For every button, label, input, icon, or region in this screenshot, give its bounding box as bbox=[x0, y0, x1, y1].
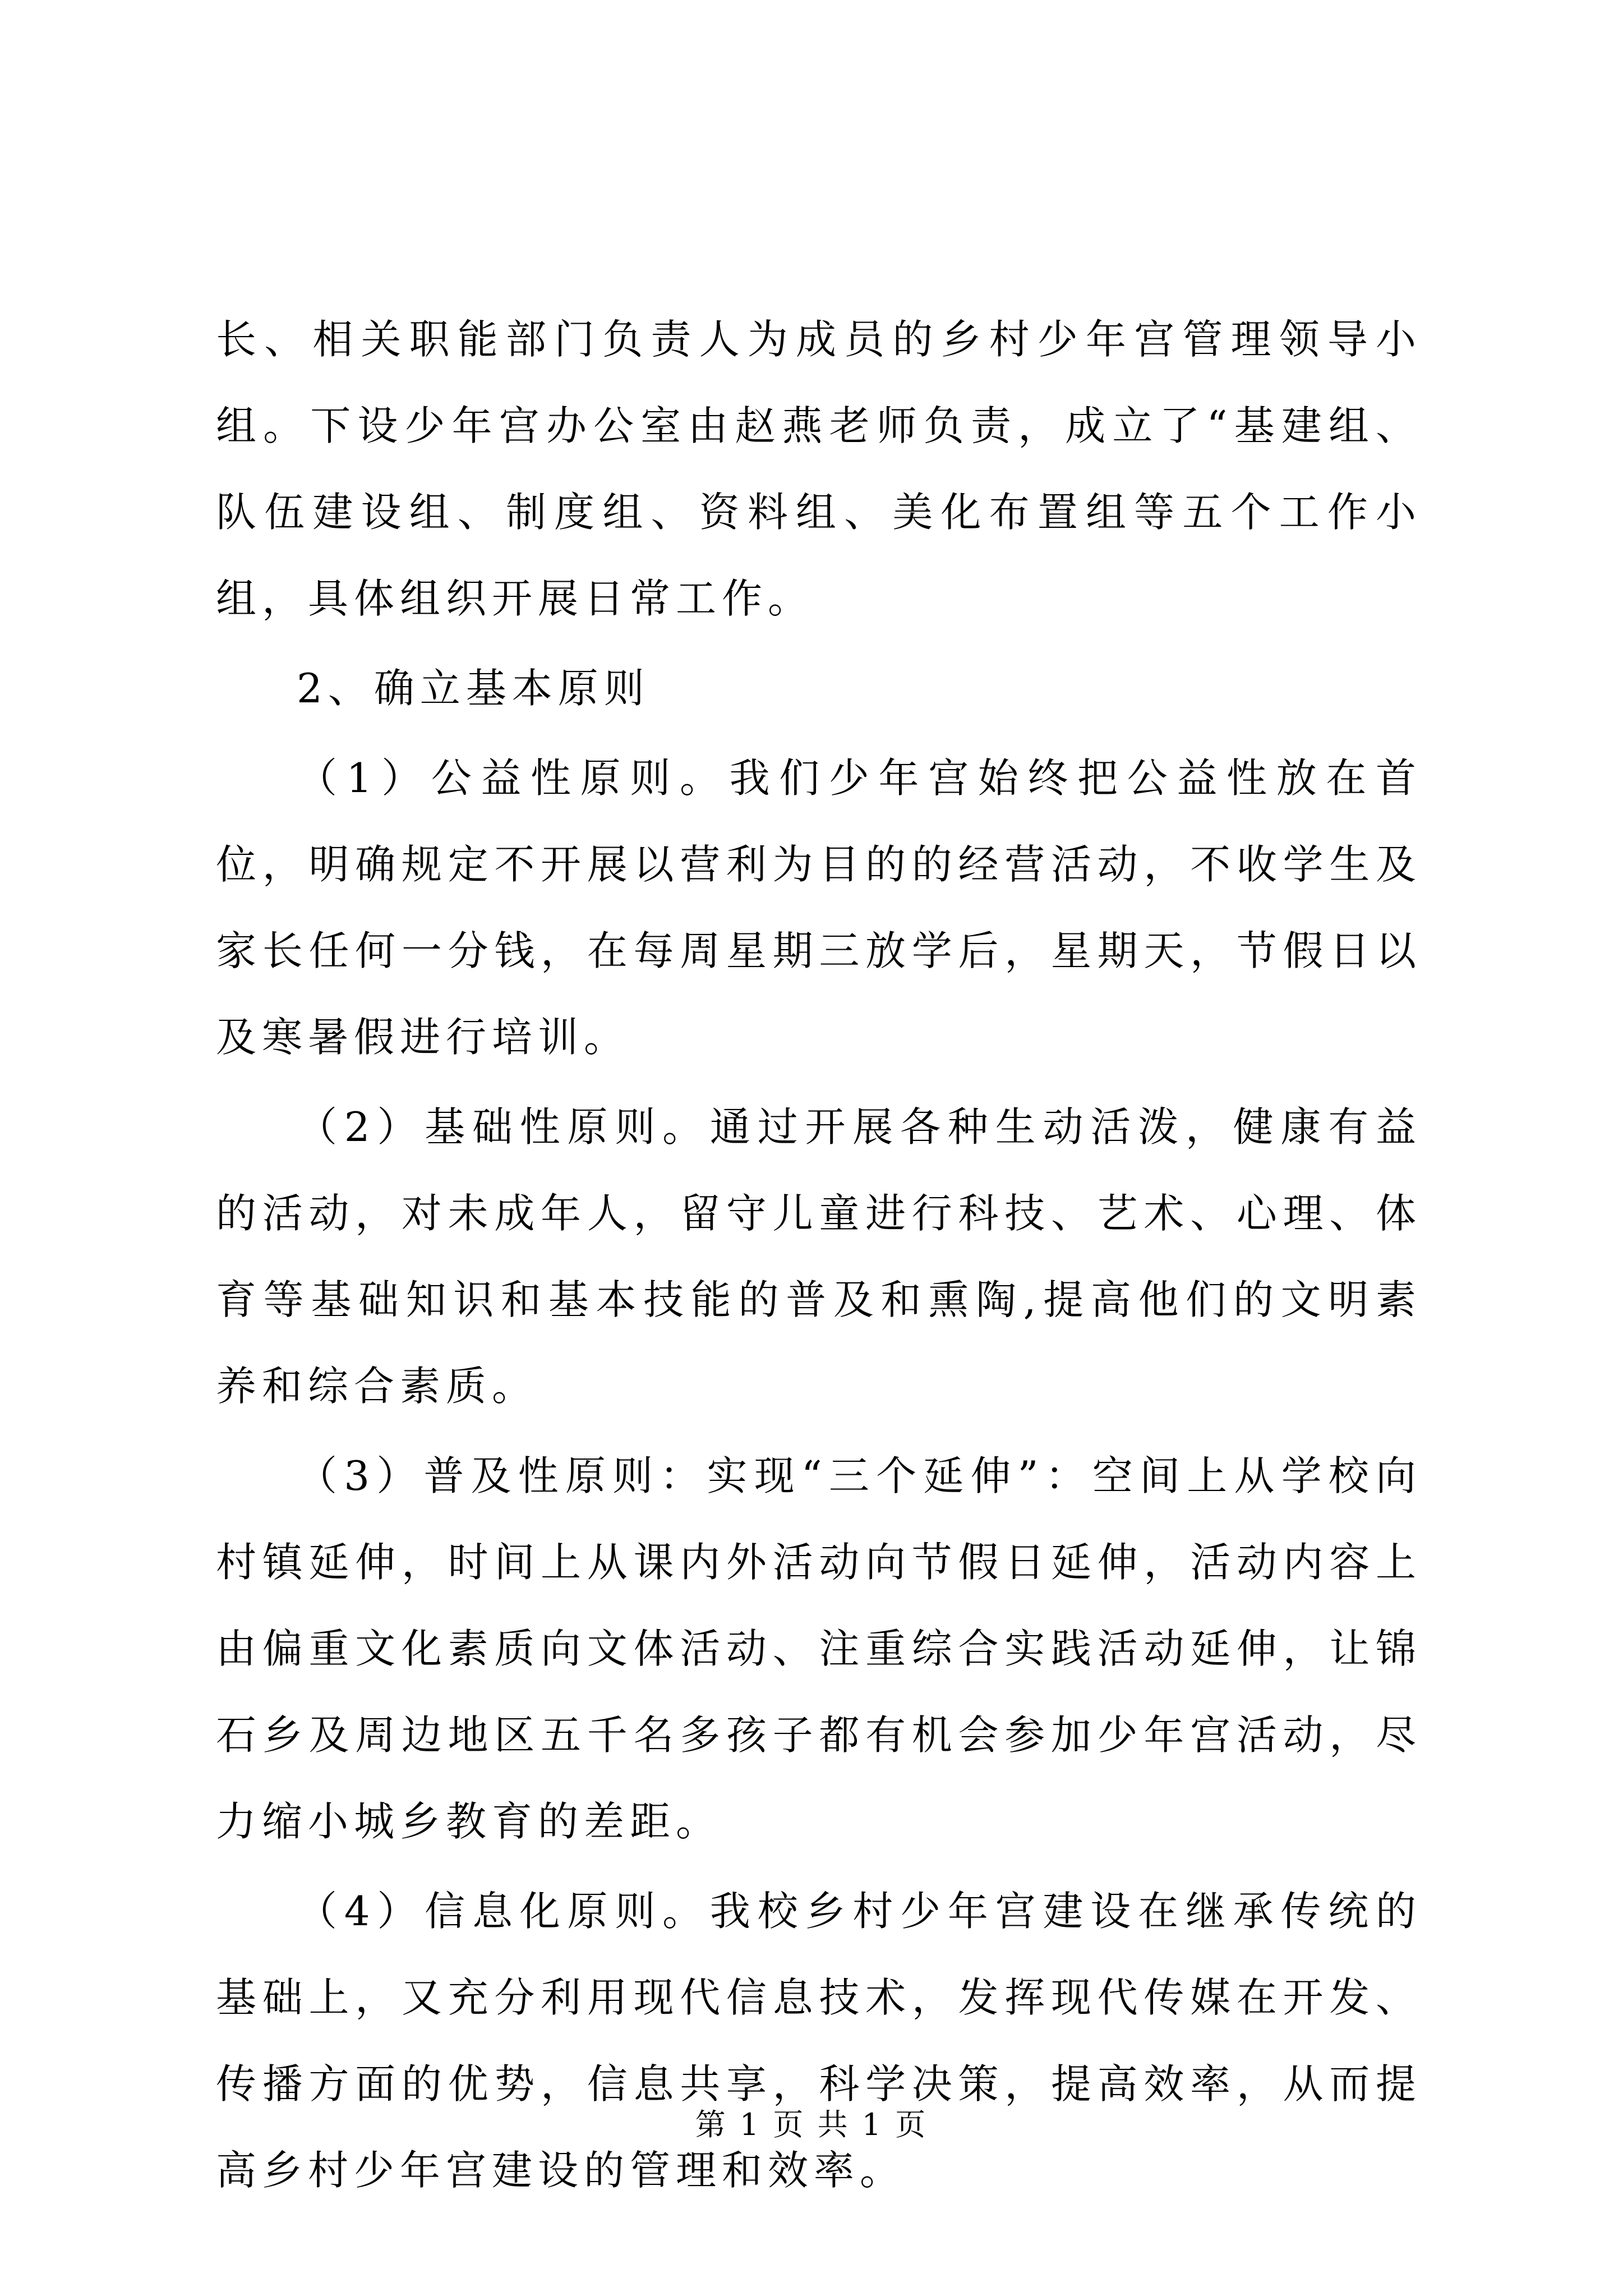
paragraph-basic-principle: （2）基础性原则。通过开展各种生动活泼，健康有益的活动，对未成年人，留守儿童进行科技、艺术、心理、体育等基础知识和基本技能的普及和熏陶,提高他们的文明素养和综合素质。 bbox=[216, 1103, 1422, 1410]
paragraph-informatization-principle: （4）信息化原则。我校乡村少年宫建设在继承传统的基础上，又充分利用现代信息技术，发挥现代传媒在开发、传播方面的优势，信息共享，科学决策，提高效率，从而提高乡村少年宫建设的管理和效率。 bbox=[216, 1888, 1422, 2194]
page-footer: 第 1 页 共 1 页 bbox=[695, 2107, 928, 2142]
section-heading-basic-principles: 2、确立基本原则 bbox=[297, 665, 650, 712]
document-body bbox=[216, 296, 1422, 2214]
paragraph-public-welfare-principle: （1）公益性原则。我们少年宫始终把公益性放在首位，明确规定不开展以营利为目的的经营活动，不收学生及家长任何一分钱，在每周星期三放学后，星期天，节假日以及寒暑假进行培训。 bbox=[216, 754, 1422, 1061]
paragraph-leadership-group: 长、相关职能部门负责人为成员的乡村少年宫管理领导小组。下设少年宫办公室由赵燕老师负责，成立了“基建组、队伍建设组、制度组、资料组、美化布置组等五个工作小组，具体组织开展日常工作。 bbox=[216, 316, 1422, 622]
paragraph-popularization-principle: （3）普及性原则：实现“三个延伸”：空间上从学校向村镇延伸，时间上从课内外活动向节假日延伸，活动内容上由偏重文化素质向文体活动、注重综合实践活动延伸，让锦石乡及周边地区五千名多孩子都有机会参加少年宫活动，尽力缩小城乡教育的差距。 bbox=[216, 1452, 1422, 1845]
